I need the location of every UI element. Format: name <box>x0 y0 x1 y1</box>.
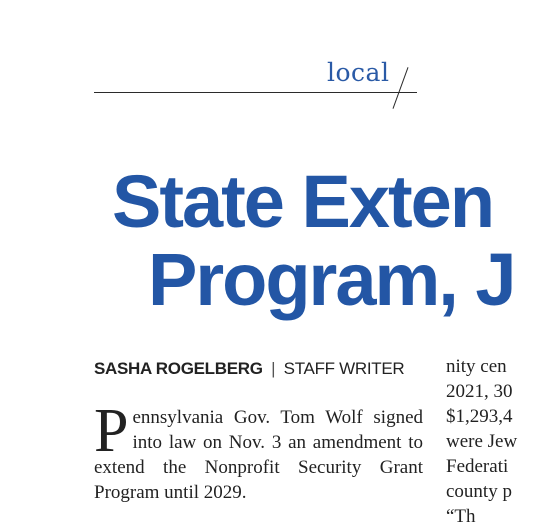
column-2-line: were Jew <box>446 431 518 452</box>
section-rule <box>94 92 417 93</box>
headline-line-1: State Exten <box>112 160 494 243</box>
column-2-line: $1,293,4 <box>446 406 513 427</box>
column-2-line: “Th <box>446 506 476 527</box>
byline-author: SASHA ROGELBERG <box>94 359 263 378</box>
article-paragraph: ennsylvania Gov. Tom Wolf signed into law on Nov. 3 an amendment to extend the Nonprofit Security Grant Program until 2029. <box>94 407 423 503</box>
column-2-line: 2021, 30 <box>446 381 513 402</box>
headline-line-2: Program, J <box>148 238 515 321</box>
byline-separator: | <box>271 359 276 378</box>
section-label: local <box>327 58 390 87</box>
drop-cap: P <box>94 397 129 465</box>
column-2-line: nity cen <box>446 356 507 377</box>
column-2-line: Federati <box>446 456 509 477</box>
byline-role: STAFF WRITER <box>283 359 405 378</box>
article-column-2 <box>446 354 536 529</box>
byline <box>94 359 404 379</box>
article-column-1 <box>94 397 423 505</box>
column-2-line: county p <box>446 481 512 502</box>
section-slash-divider <box>393 67 409 109</box>
